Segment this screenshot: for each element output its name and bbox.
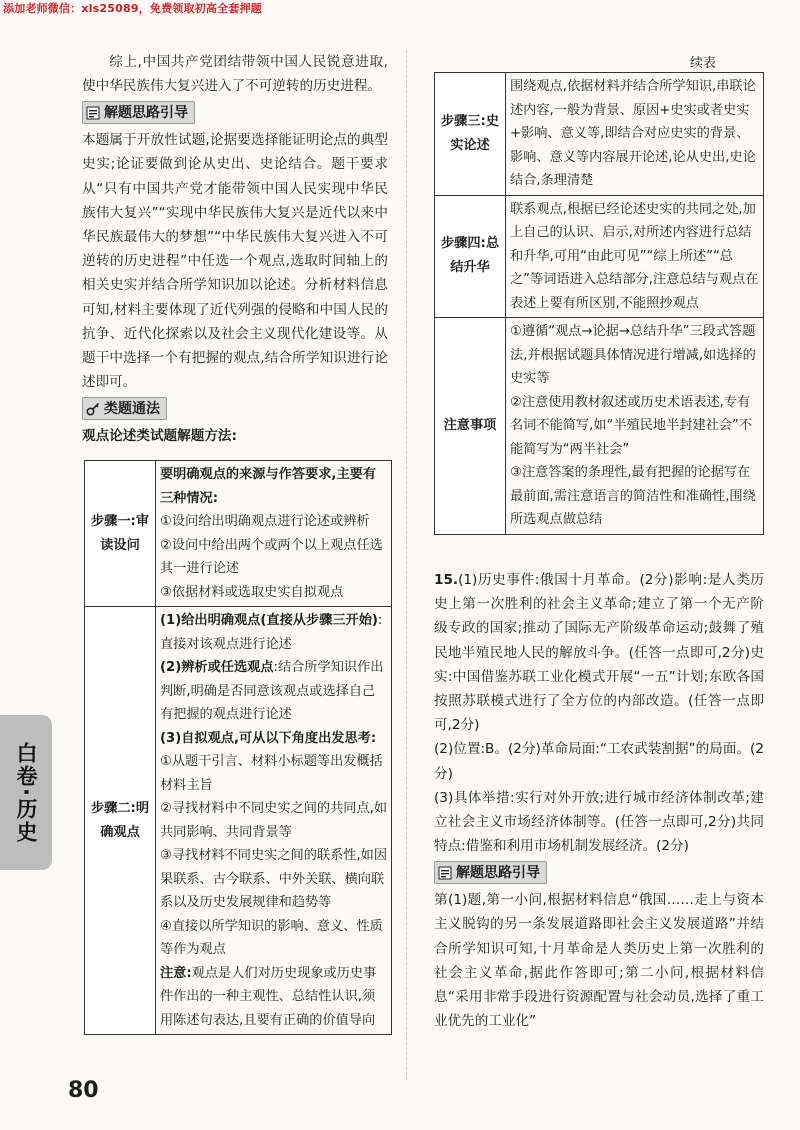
list-item: ①从题干引言、材料小标题等出发概括材料主旨 bbox=[160, 754, 383, 793]
q15-part1: 15.(1)历史事件:俄国十月革命。(2分)影响:是人类历史上第一次胜利的社会主义革命;建立了第一个无产阶级专政的国家;推动了国际无产阶级革命运动;鼓舞了殖民地半殖民地人民的解放斗争。(任答一点即可,2分)史实:中国借鉴苏联工业化模式开展“一五”计划;东欧各国按照苏联模式进行了全方位的内部改造。(任答一点即可,2分) bbox=[434, 572, 764, 734]
document-icon bbox=[86, 106, 100, 120]
table-row bbox=[435, 318, 764, 535]
continued-label: 续表 bbox=[690, 56, 717, 71]
side-tab: 白卷·历史 bbox=[0, 715, 52, 870]
tag-analysis-guide-label: 解题思路引导 bbox=[104, 104, 188, 121]
notes-content bbox=[506, 318, 764, 535]
method-title: 观点论述类试题解题方法: bbox=[82, 428, 237, 445]
table-row bbox=[435, 73, 764, 196]
step2-item-c: (3)自拟观点,可从以下角度出发思考: bbox=[160, 730, 377, 746]
list-item: ①遵循“观点→论据→总结升华”三段式答题法,并根据试题具体情况进行增减,如选择的史实等 bbox=[510, 324, 756, 386]
table-row bbox=[85, 461, 392, 607]
step3-content: 围绕观点,依据材料并结合所学知识,串联论述内容,一般为背景、原因+史实或者史实+影响、意义等,即结合对应史实的背景、影响、意义等内容展开论述,论从史出,史论结合,条理清楚 bbox=[506, 73, 764, 196]
step2-head: 步骤二:明确观点 bbox=[85, 607, 156, 1035]
tag-method-label: 类题通法 bbox=[104, 400, 160, 417]
left-column bbox=[82, 50, 388, 448]
notes-head: 注意事项 bbox=[435, 318, 506, 535]
q15-part3: (3)具体举措:实行对外开放;进行城市经济体制改革;建立社会主义市场经济体制等。(任答一点即可,2分)共同特点:借鉴和利用市场机制发展经济。(2分) bbox=[434, 789, 764, 855]
analysis-paragraph: 本题属于开放性试题,论据要选择能证明论点的典型史实;论证要做到论从史出、史论结合。题干要求从“只有中国共产党才能带领中国人民实现中华民族伟大复兴”“实现中华民族伟大复兴是近代以来中华民族最伟大的梦想”“中华民族伟大复兴进入不可逆转的历史进程”中任选一个观点,选取时间轴上的相关史实并结合所学知识加以论述。分析材料信息可知,材料主要体现了近代列强的侵略和中国人民的抗争、近代化探索以及社会主义现代化建设等。从题干中选择一个有把握的观点,结合所学知识进行论述即可。 bbox=[82, 132, 388, 391]
step1-content bbox=[156, 461, 392, 607]
step2-content bbox=[156, 607, 392, 1035]
step4-content: 联系观点,根据已经论述史实的共同之处,加上自己的认识、启示,对所述内容进行总结和升华,可用“由此可见”“综上所述”“总之”等词语进入总结部分,注意总结与观点在表述上要有所区别,不能照抄观点 bbox=[506, 195, 764, 318]
list-item: ②寻找材料中不同史实之间的共同点,如共同影响、共同背景等 bbox=[160, 801, 388, 840]
step2-item-a: (1)给出明确观点(直接从步骤三开始):直接对该观点进行论述 bbox=[160, 613, 383, 652]
step3-head: 步骤三:史实论述 bbox=[435, 73, 506, 196]
key-icon bbox=[86, 402, 100, 416]
list-item: ④直接以所学知识的影响、意义、性质等作为观点 bbox=[160, 918, 383, 957]
q15-part2: (2)位置:B。(2分)革命局面:“工农武装割据”的局面。(2分) bbox=[434, 741, 764, 782]
list-item: ③寻找材料不同史实之间的联系性,如因果联系、古今联系、中外关联、横向联系以及历史发展规律和趋势等 bbox=[160, 848, 388, 910]
column-divider bbox=[406, 50, 407, 1080]
table-row bbox=[85, 607, 392, 1035]
step4-head: 步骤四:总结升华 bbox=[435, 195, 506, 318]
method-table bbox=[84, 460, 392, 1035]
document-icon bbox=[438, 866, 452, 880]
list-item: ③依据材料或选取史实自拟观点 bbox=[160, 584, 344, 600]
tag-analysis-guide-2-label: 解题思路引导 bbox=[456, 864, 540, 881]
list-item: ③注意答案的条理性,最有把握的论据写在最前面,需注意语言的简洁性和准确性,围绕所选观点做总结 bbox=[510, 465, 756, 527]
tag-analysis-guide-2 bbox=[434, 861, 547, 884]
promo-banner: 添加老师微信：xls25089，免费领取初高全套押题 bbox=[3, 2, 262, 15]
step2-item-b: (2)辨析或任选观点:结合所学知识作出判断,明确是否同意该观点或选择自己有把握的观点进行论述 bbox=[160, 660, 384, 722]
question-number: 15. bbox=[434, 572, 459, 588]
list-item: ②设问中给出两个或两个以上观点任选其一进行论述 bbox=[160, 537, 383, 576]
analysis2-paragraph: 第(1)题,第一小问,根据材料信息“俄国……走上与资本主义脱钩的另一条发展道路即社会主义发展道路”并结合所学知识可知,十月革命是人类历史上第一次胜利的社会主义革命,据此作答即可;第二小问,根据材料信息“采用非常手段进行资源配置与社会动员,选择了重工业优先的工业化” bbox=[434, 892, 764, 1030]
intro-paragraph: 综上,中国共产党团结带领中国人民锐意进取,使中华民族伟大复兴进入了不可逆转的历史进程。 bbox=[82, 54, 388, 95]
list-item: ②注意使用教材叙述或历史术语表述,专有名词不能简写,如“半殖民地半封建社会”不能简写为“两半社会” bbox=[510, 394, 753, 457]
tag-analysis-guide bbox=[82, 101, 195, 124]
step2-note: 注意:观点是人们对历史现象或历史事件作出的一种主观性、总结性认识,须用陈述句表达,且要有正确的价值导向 bbox=[160, 965, 377, 1028]
step1-head: 步骤一:审读设问 bbox=[85, 461, 156, 607]
tag-method bbox=[82, 397, 167, 420]
right-column bbox=[434, 568, 764, 1033]
page-number: 80 bbox=[68, 1078, 99, 1103]
method-table-continued bbox=[434, 72, 764, 535]
list-item: ①设问给出明确观点进行论述或辨析 bbox=[160, 514, 370, 529]
step1-title: 要明确观点的来源与作答要求,主要有三种情况: bbox=[160, 467, 377, 506]
table-row bbox=[435, 195, 764, 318]
